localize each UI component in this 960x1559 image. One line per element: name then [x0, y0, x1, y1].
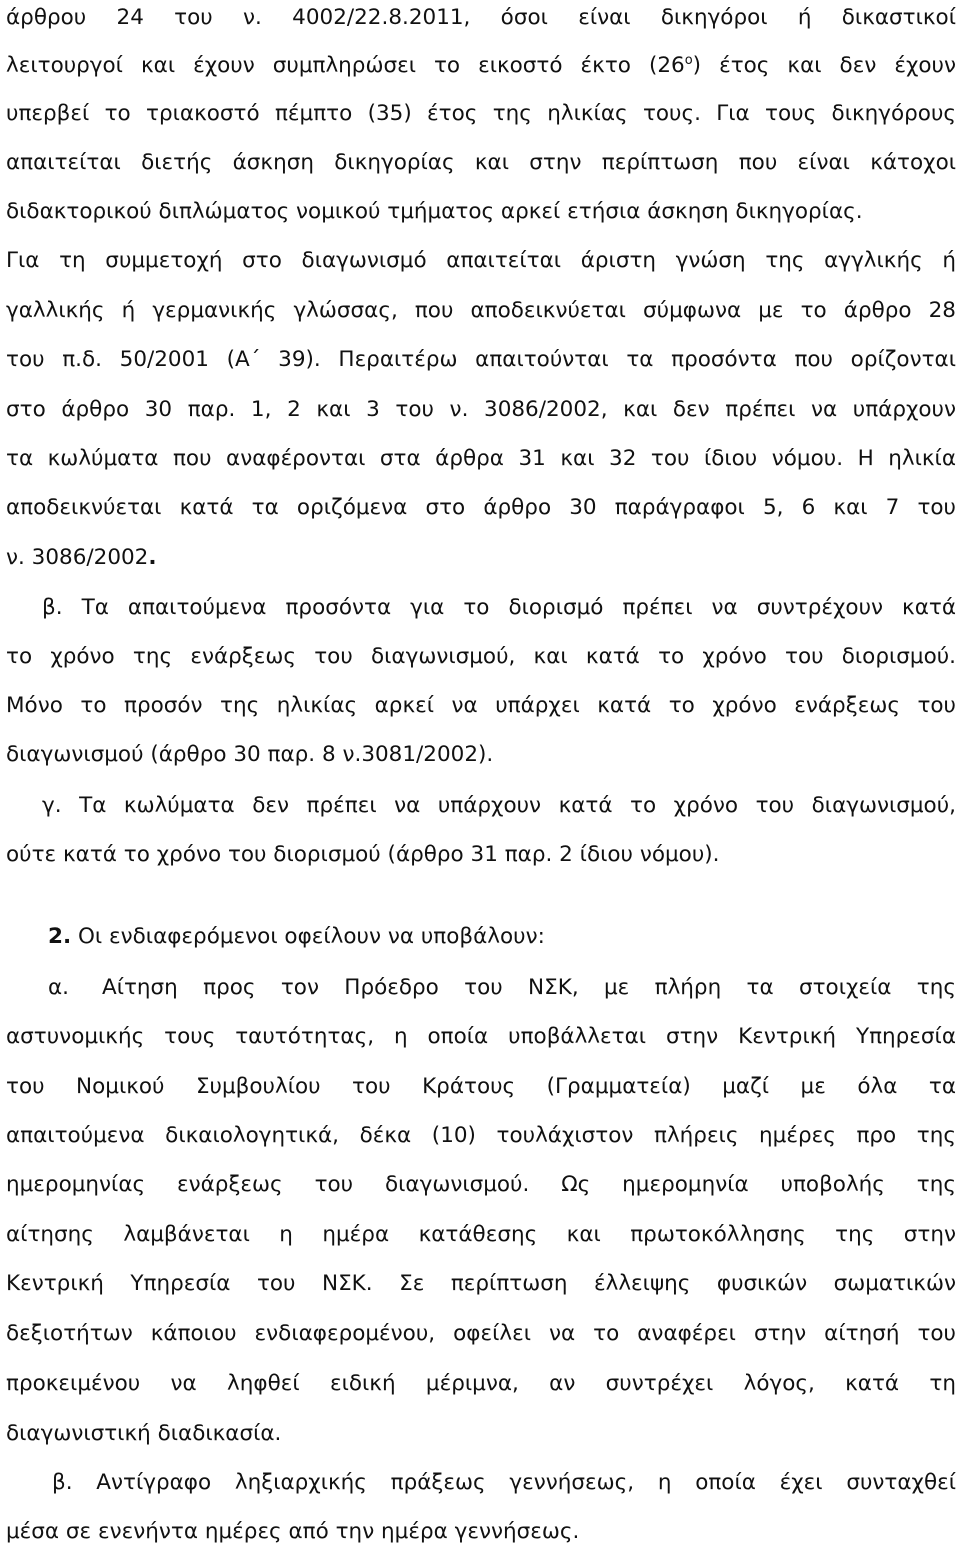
text-line: διαγωνισμού (άρθρο 30 παρ. 8 ν.3081/2002). [6, 742, 494, 767]
text-line: Μόνο το προσόν της ηλικίας αρκεί να υπάρχει κατά το χρόνο ενάρξεως του [6, 693, 956, 718]
text-line: αστυνομικής τους ταυτότητας, η οποία υποβάλλεται στην Κεντρική Υπηρεσία [6, 1024, 956, 1049]
text-line: διαγωνιστική διαδικασία. [6, 1421, 282, 1446]
text-line: Αίτηση προς τον Πρόεδρο του ΝΣΚ, με πλήρη τα στοιχεία της [102, 975, 956, 1000]
text-line: ούτε κατά το χρόνο του διορισμού (άρθρο 31 παρ. 2 ίδιου νόμου). [6, 842, 720, 867]
text-line: γ. Τα κωλύματα δεν πρέπει να υπάρχουν κατά το χρόνο του διαγωνισμού, [42, 793, 956, 818]
section-heading: 2. Οι ενδιαφερόμενοι οφείλουν να υποβάλουν: [48, 924, 545, 949]
text-line: β. Τα απαιτούμενα προσόντα για το διορισμό πρέπει να συντρέχουν κατά [42, 595, 956, 620]
text-line: στο άρθρο 30 παρ. 1, 2 και 3 του ν. 3086/2002, και δεν πρέπει να υπάρχουν [6, 397, 956, 422]
text-line: λειτουργοί και έχουν συμπληρώσει το εικοστό έκτο $(26^o)$ έτος και δεν έχουν [6, 52, 956, 78]
text-line: το χρόνο της ενάρξεως του διαγωνισμού, και κατά το χρόνο του διορισμού. [6, 644, 956, 669]
text-line: ημερομηνίας ενάρξεως του διαγωνισμού. Ως ημερομηνία υποβολής της [6, 1172, 956, 1197]
text-line: υπερβεί το τριακοστό πέμπτο (35) έτος της ηλικίας τους. Για τους δικηγόρους [6, 101, 956, 126]
text-line: αποδεικνύεται κατά τα οριζόμενα στο άρθρο 30 παράγραφοι 5, 6 και 7 του [6, 495, 956, 520]
text-line: απαιτούμενα δικαιολογητικά, δέκα (10) τουλάχιστον πλήρεις ημέρες προ της [6, 1123, 956, 1148]
text-line: Κεντρική Υπηρεσία του ΝΣΚ. Σε περίπτωση έλλειψης φυσικών σωματικών [6, 1271, 956, 1296]
text-line: διδακτορικού διπλώματος νομικού τμήματος αρκεί ετήσια άσκηση δικηγορίας. [6, 199, 863, 224]
text-line: β. Αντίγραφο ληξιαρχικής πράξεως γεννήσεως, η οποία έχει συνταχθεί [52, 1470, 956, 1495]
text-line: του Νομικού Συμβουλίου του Κράτους (Γραμματεία) μαζί με όλα τα [6, 1074, 956, 1099]
text-line: προκειμένου να ληφθεί ειδική μέριμνα, αν συντρέχει λόγος, κατά τη [6, 1371, 956, 1396]
text-line: απαιτείται διετής άσκηση δικηγορίας και στην περίπτωση που είναι κάτοχοι [6, 150, 956, 175]
text-line: μέσα σε ενενήντα ημέρες από την ημέρα γεννήσεως. [6, 1519, 580, 1544]
text-line: δεξιοτήτων κάποιου ενδιαφερομένου, οφείλει να το αναφέρει στην αίτησή του [6, 1321, 956, 1346]
text-line: Για τη συμμετοχή στο διαγωνισμό απαιτείται άριστη γνώση της αγγλικής ή [6, 248, 956, 273]
text-line: αίτησης λαμβάνεται η ημέρα κατάθεσης και πρωτοκόλλησης της στην [6, 1222, 956, 1247]
text-line: τα κωλύματα που αναφέρονται στα άρθρα 31 και 32 του ίδιου νόμου. Η ηλικία [6, 446, 956, 471]
text-line: άρθρου 24 του ν. 4002/22.8.2011, όσοι είναι δικηγόροι ή δικαστικοί [6, 5, 956, 30]
text-line: του π.δ. 50/2001 (Α΄ 39). Περαιτέρω απαιτούνται τα προσόντα που ορίζονται [6, 347, 956, 372]
item-marker: α. [48, 975, 70, 1000]
text-line: ν. 3086/2002. [6, 545, 157, 570]
text-line: γαλλικής ή γερμανικής γλώσσας, που αποδεικνύεται σύμφωνα με το άρθρο 28 [6, 298, 956, 323]
